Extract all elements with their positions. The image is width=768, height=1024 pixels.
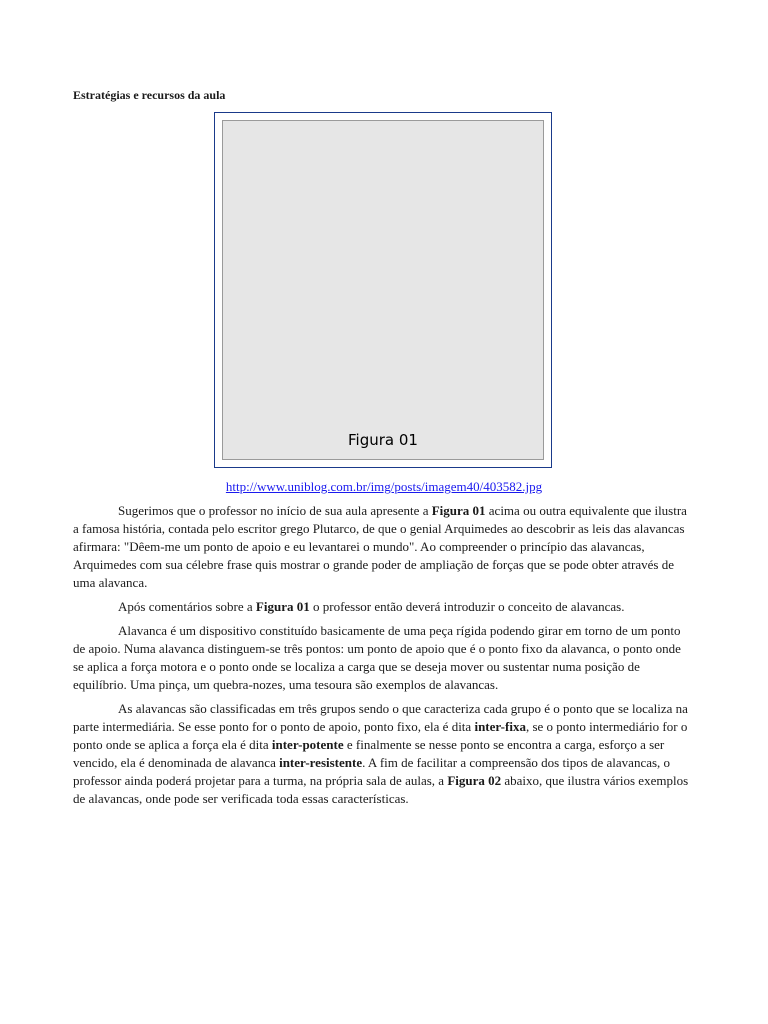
paragraph xyxy=(73,700,695,808)
figure-caption: Figura 01 xyxy=(348,431,418,449)
paragraph xyxy=(73,622,695,694)
figure-source-link[interactable]: http://www.uniblog.com.br/img/posts/imagem40/403582.jpg xyxy=(225,479,543,494)
text-run: o professor então deverá introduzir o conceito de alavancas. xyxy=(309,599,625,614)
text-run: Alavanca é um dispositivo constituído basicamente de uma peça rígida podendo girar em torno de um ponto de apoio. Numa alavanca distinguem-se três pontos: um ponto de apoio que é o ponto fixo da alavanca, o ponto onde se aplica a força motora e o ponto onde se localiza a carga que se deseja mover ou sustentar numa posição de equilíbrio. Uma pinça, um quebra-nozes, uma tesoura são exemplos de alavancas. xyxy=(73,623,681,692)
bold-text-run: Figura 01 xyxy=(431,503,486,518)
text-run: Sugerimos que o professor no início de sua aula apresente a xyxy=(118,503,432,518)
bold-text-run: inter-resistente xyxy=(279,755,363,770)
text-run: acima ou outra equivalente que ilustra a famosa história, contada pelo escritor grego Plutarco, de que o genial Arquimedes ao descobrir as leis das alavancas afirmara: "Dêem-me um ponto de apoio e eu levantarei o mundo". Ao compreender o princípio das alavancas, Arquimedes com sua célebre frase quis mostrar o grande poder de ampliação de forças que se pode obter através de uma alavanca. xyxy=(73,503,687,590)
text-run: e finalmente se nesse ponto se encontra a carga, esforço a ser vencido, ela é denominada de alavanca xyxy=(73,737,665,770)
bold-text-run: inter-fixa xyxy=(474,719,526,734)
figure-01 xyxy=(214,112,552,468)
text-run: , se o ponto intermediário for o ponto onde se aplica a força ela é dita xyxy=(73,719,688,752)
text-run: As alavancas são classificadas em três grupos sendo o que caracteriza cada grupo é o ponto que se localiza na parte intermediária. Se esse ponto for o ponto de apoio, ponto fixo, ela é dita xyxy=(73,701,688,734)
bold-text-run: Figura 02 xyxy=(447,773,502,788)
section-heading: Estratégias e recursos da aula xyxy=(73,88,226,102)
text-run: Após comentários sobre a xyxy=(118,599,256,614)
text-run: . A fim de facilitar a compreensão dos tipos de alavancas, o professor ainda poderá projetar para a turma, na própria sala de aulas, a xyxy=(73,755,671,788)
body-text xyxy=(73,502,695,814)
bold-text-run: Figura 01 xyxy=(255,599,310,614)
figure-image-placeholder xyxy=(222,120,544,460)
bold-text-run: inter-potente xyxy=(271,737,344,752)
paragraph xyxy=(73,598,695,616)
text-run: abaixo, que ilustra vários exemplos de alavancas, onde pode ser verificada toda essas características. xyxy=(73,773,689,806)
paragraph xyxy=(73,502,695,592)
